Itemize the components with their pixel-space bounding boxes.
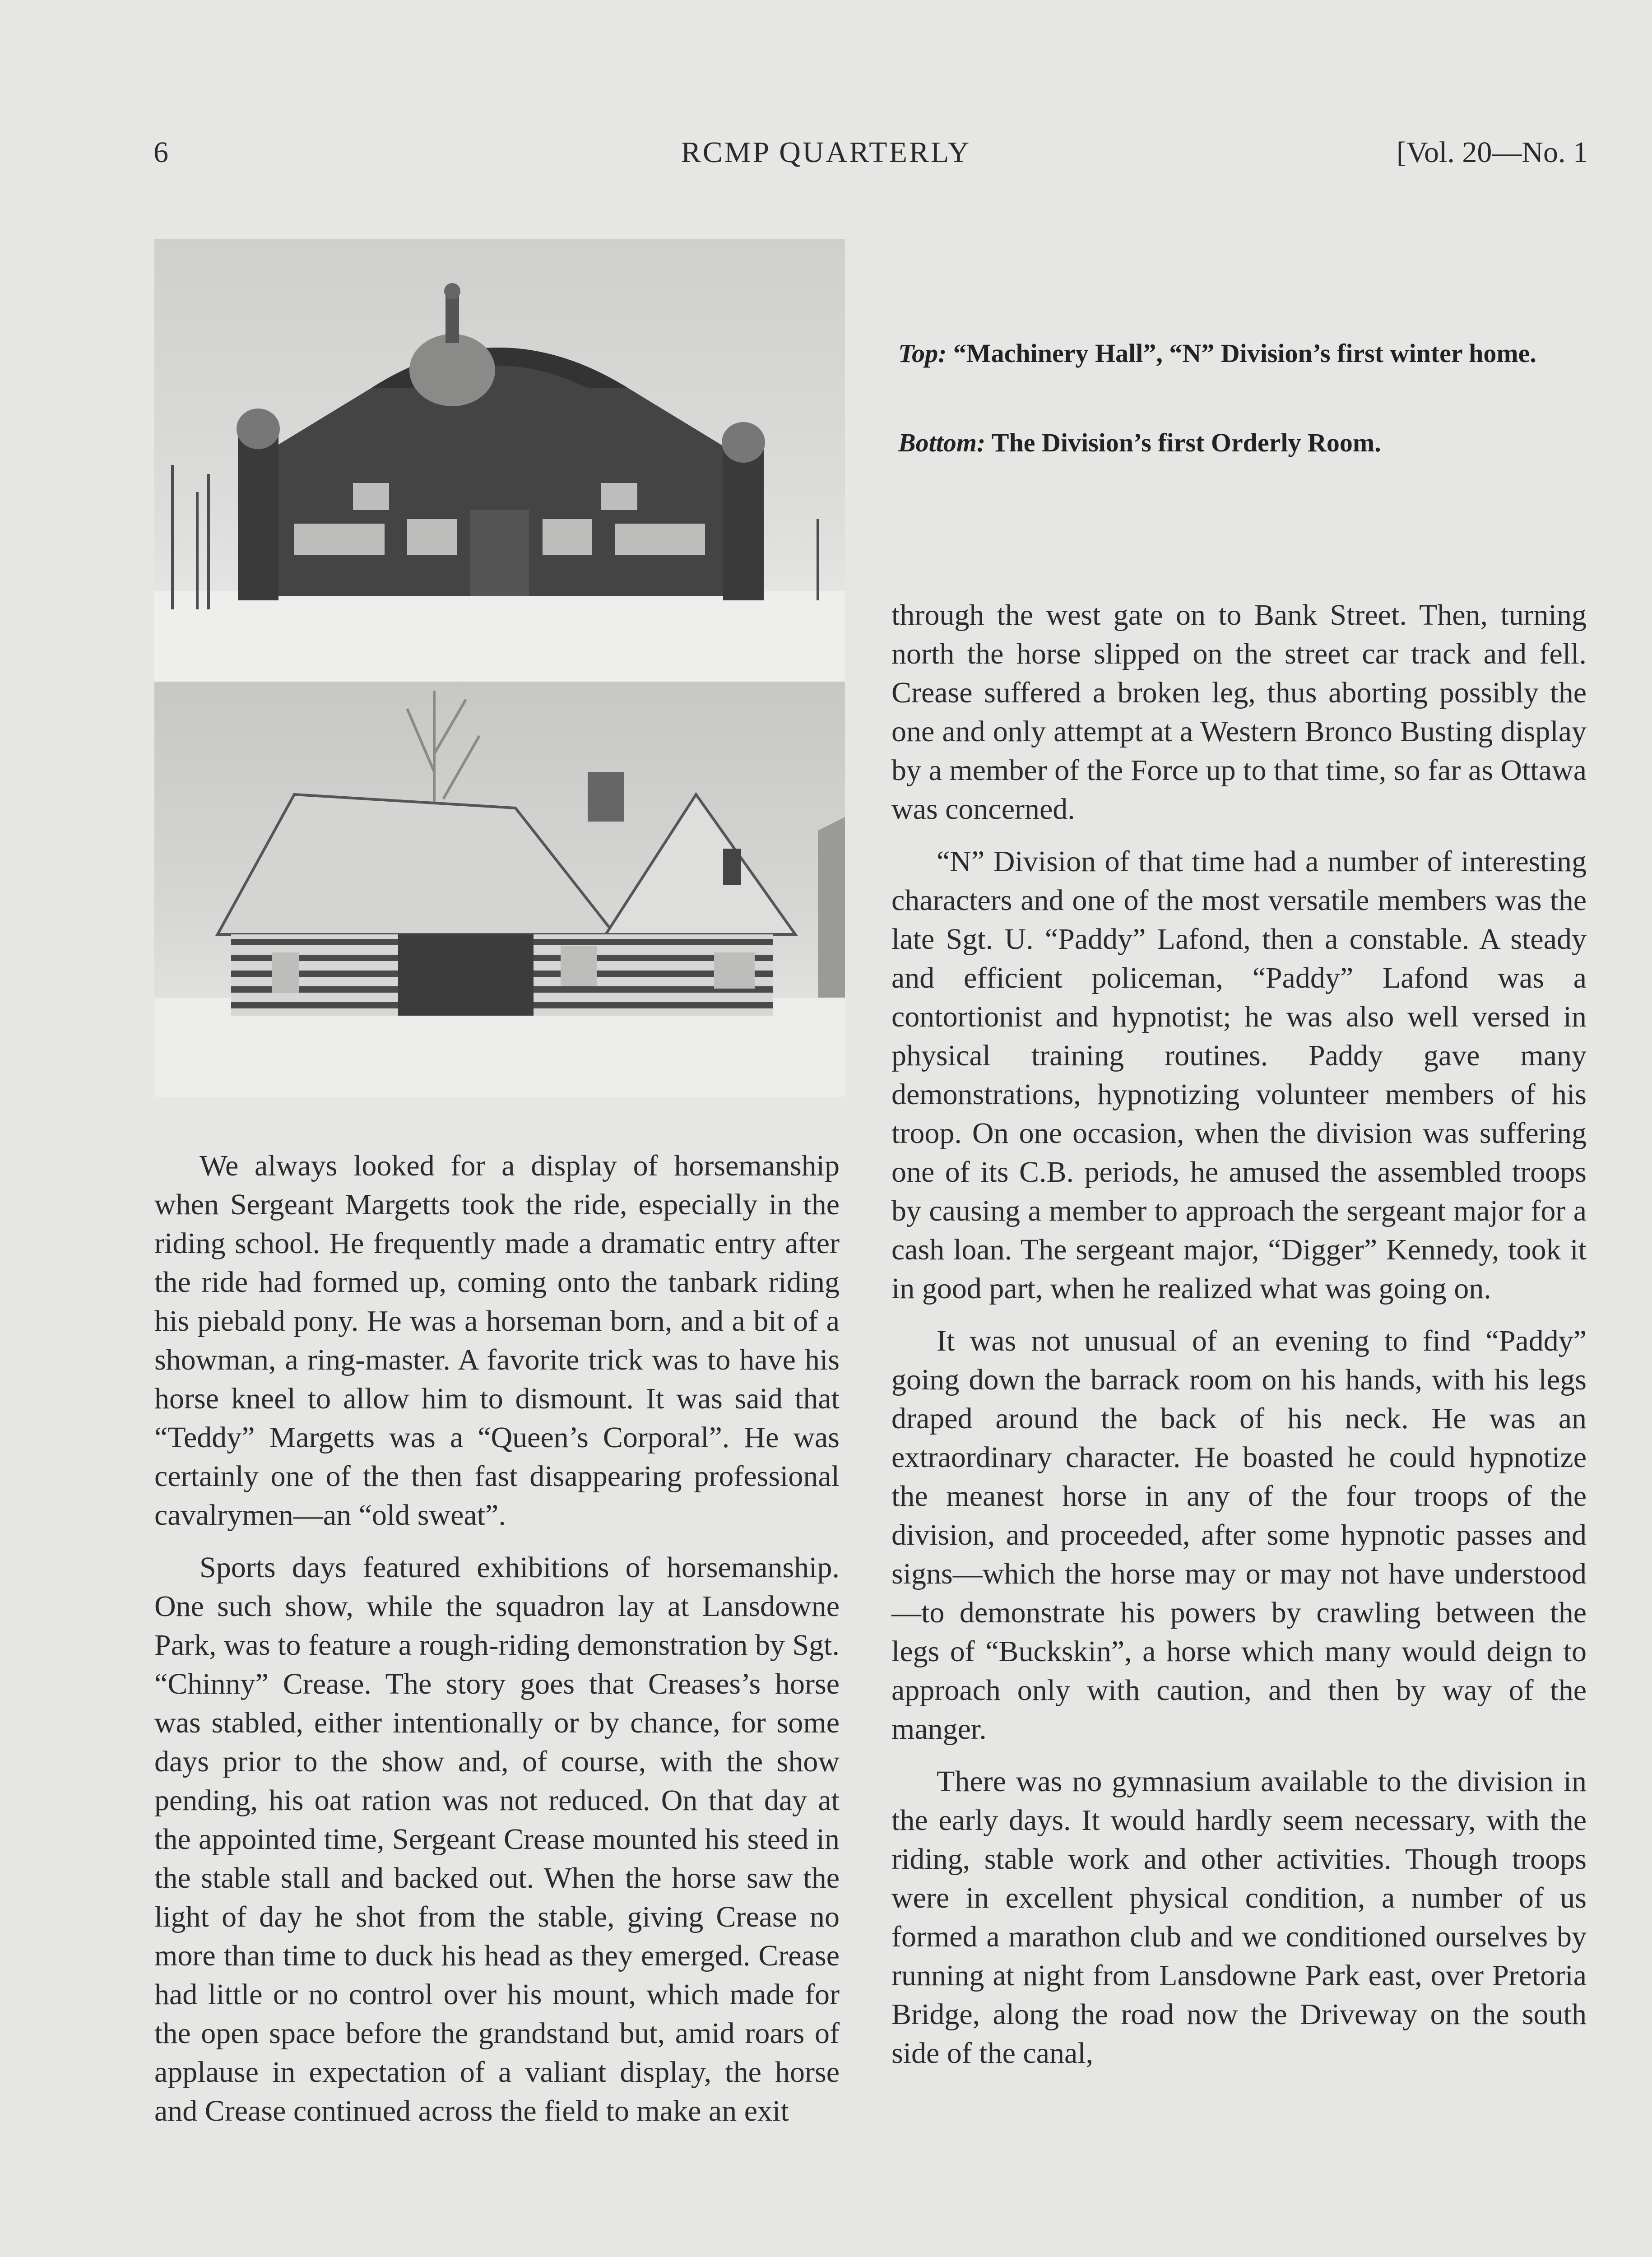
caption-top-text: “Machinery Hall”, “N” Division’s first winter home. — [947, 339, 1536, 368]
photo-stack — [154, 239, 845, 1097]
caption-bottom — [898, 423, 1593, 462]
paragraph: “N” Division of that time had a number of interesting characters and one of the most versatile members was the late Sgt. U. “Paddy” Lafond, then a constable. A steady and efficient policeman, “Paddy” Lafond was a contortionist and hypnotist; he was also well versed in physical training routines. Paddy gave many demonstrations, hypnotizing volunteer members of his troop. On one occasion, when the division was suffering one of its C.B. periods, he amused the assembled troops by causing a member to approach the sergeant major for a cash loan. The sergeant major, “Digger” Kennedy, took it in good part, when he realized what was going on. — [891, 845, 1587, 1305]
orderly-room-photo — [154, 682, 845, 1097]
paragraph: through the west gate on to Bank Street. Then, turning north the horse slipped on the street car track and fell. Crease suffered a broken leg, thus aborting possibly the one and only attempt at a Western Bronco Busting display by a member of the Force up to that time, so far as Ottawa was concerned. — [891, 599, 1587, 826]
machinery-hall-photo — [154, 239, 845, 682]
paragraph: Sports days featured exhibitions of horsemanship. One such show, while the squadron lay at Lansdowne Park, was to feature a rough-riding demonstration by Sgt. “Chinny” Crease. The story goes that Creases’s horse was stabled, either intentionally or by chance, for some days prior to the show and, of course, with the show pending, his oat ration was not reduced. On that day at the appointed time, Sergeant Crease mounted his steed in the stable stall and backed out. When the horse saw the light of day he shot from the stable, giving Crease no more than time to duck his head as they emerged. Crease had little or no control over his mount, which made for the open space before the grandstand but, amid roars of applause in expectation of a valiant display, the horse and Crease continued across the field to make an exit — [154, 1551, 840, 2127]
paragraph: It was not unusual of an evening to find “Paddy” going down the barrack room on his hands, with his legs draped around the back of his neck. He was an extraordinary character. He boasted he could hypnotize the meanest horse in any of the four troops of the division, and proceeded, after some hypnotic passes and signs—which the horse may or may not have understood—to demonstrate his powers by crawling between the legs of “Buckskin”, a horse which many would deign to approach only with caution, and then by way of the manger. — [891, 1324, 1587, 1746]
right-column — [891, 596, 1587, 2086]
magazine-title: RCMP QUARTERLY — [681, 136, 971, 169]
volume-info: [Vol. 20—No. 1 — [1396, 136, 1588, 169]
page-number: 6 — [153, 136, 168, 169]
caption-bottom-text: The Division’s first Orderly Room. — [985, 428, 1381, 457]
caption-top — [898, 334, 1593, 373]
photo-captions — [898, 334, 1593, 513]
page-header — [0, 135, 1652, 185]
caption-top-lead: Top: — [898, 339, 947, 368]
paragraph: There was no gymnasium available to the division in the early days. It would hardly seem necessary, with the riding, stable work and other activities. Though troops were in excellent physical condition, a number of us formed a marathon club and we conditioned ourselves by running at night from Lansdowne Park east, over Pretoria Bridge, along the road now the Driveway on the south side of the canal, — [891, 1765, 1587, 2070]
paragraph: We always looked for a display of horsemanship when Sergeant Margetts took the ride, especially in the riding school. He frequently made a dramatic entry after the ride had formed up, coming onto the tanbark riding his piebald pony. He was a horseman born, and a bit of a showman, a ring-master. A favorite trick was to have his horse kneel to allow him to dismount. It was said that “Teddy” Margetts was a “Queen’s Corporal”. He was certainly one of the then fast disappearing professional cavalrymen—an “old sweat”. — [154, 1149, 840, 1532]
caption-bottom-lead: Bottom: — [898, 428, 986, 457]
left-column — [154, 1147, 840, 2144]
